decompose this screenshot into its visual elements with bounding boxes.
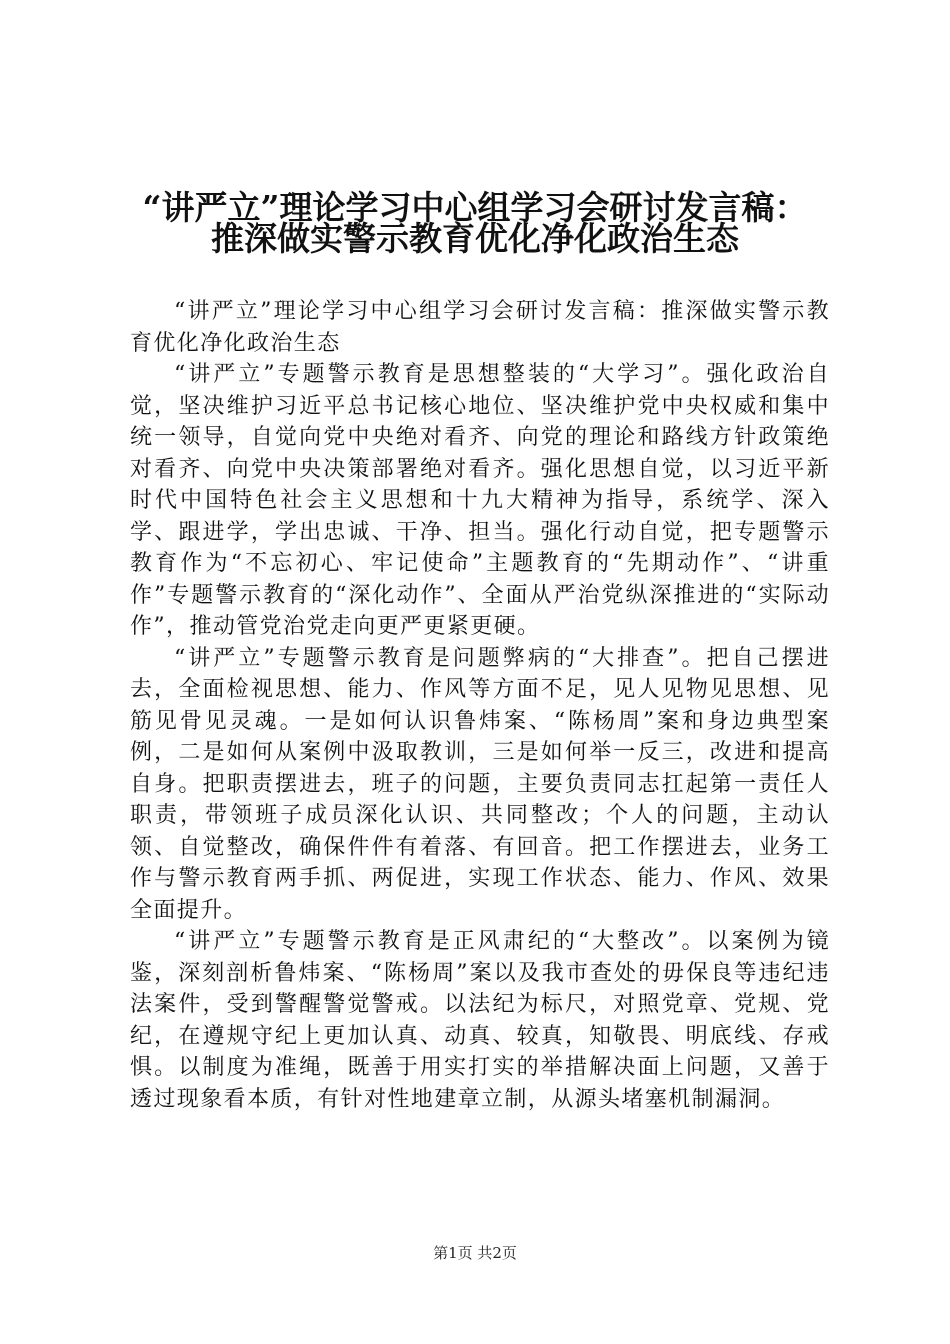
document-body bbox=[130, 296, 830, 1115]
paragraph-1: “讲严立”理论学习中心组学习会研讨发言稿：推深做实警示教育优化净化政治生态 bbox=[130, 299, 830, 356]
document-title-line-1: “讲严立”理论学习中心组学习会研讨发言稿： bbox=[142, 188, 808, 227]
document-title-line-2: 推深做实警示教育优化净化政治生态 bbox=[211, 219, 739, 258]
paragraph-4: “讲严立”专题警示教育是正风肃纪的“大整改”。以案例为镜鉴，深刻剖析鲁炜案、“陈杨周”案以及我市查处的毋保良等违纪违法案件，受到警醒警觉警戒。以法纪为标尺，对照党章、党规、党纪，在遵规守纪上更加认真、动真、较真，知敬畏、明底线、存戒惧。以制度为准绳，既善于用实打实的举措解决面上问题，又善于透过现象看本质，有针对性地建章立制，从源头堵塞机制漏洞。 bbox=[130, 929, 830, 1112]
paragraph-3: “讲严立”专题警示教育是问题弊病的“大排查”。把自己摆进去，全面检视思想、能力、作风等方面不足，见人见物见思想、见筋见骨见灵魂。一是如何认识鲁炜案、“陈杨周”案和身边典型案例，二是如何从案例中汲取教训，三是如何举一反三，改进和提高自身。把职责摆进去，班子的问题，主要负责同志扛起第一责任人职责，带领班子成员深化认识、共同整改；个人的问题，主动认领、自觉整改，确保件件有着落、有回音。把工作摆进去，业务工作与警示教育两手抓、两促进，实现工作状态、能力、作风、效果全面提升。 bbox=[130, 645, 830, 923]
page-number-footer: 第1页 共2页 bbox=[433, 1244, 517, 1262]
paragraph-2: “讲严立”专题警示教育是思想整装的“大学习”。强化政治自觉，坚决维护习近平总书记核心地位、坚决维护党中央权威和集中统一领导，自觉向党中央绝对看齐、向党的理论和路线方针政策绝对看齐、向党中央决策部署绝对看齐。强化思想自觉，以习近平新时代中国特色社会主义思想和十九大精神为指导，系统学、深入学、跟进学，学出忠诚、干净、担当。强化行动自觉，把专题警示教育作为“不忘初心、牢记使命”主题教育的“先期动作”、“讲重作”专题警示教育的“深化动作”、全面从严治党纵深推进的“实际动作”，推动管党治党走向更严更紧更硬。 bbox=[130, 362, 830, 639]
